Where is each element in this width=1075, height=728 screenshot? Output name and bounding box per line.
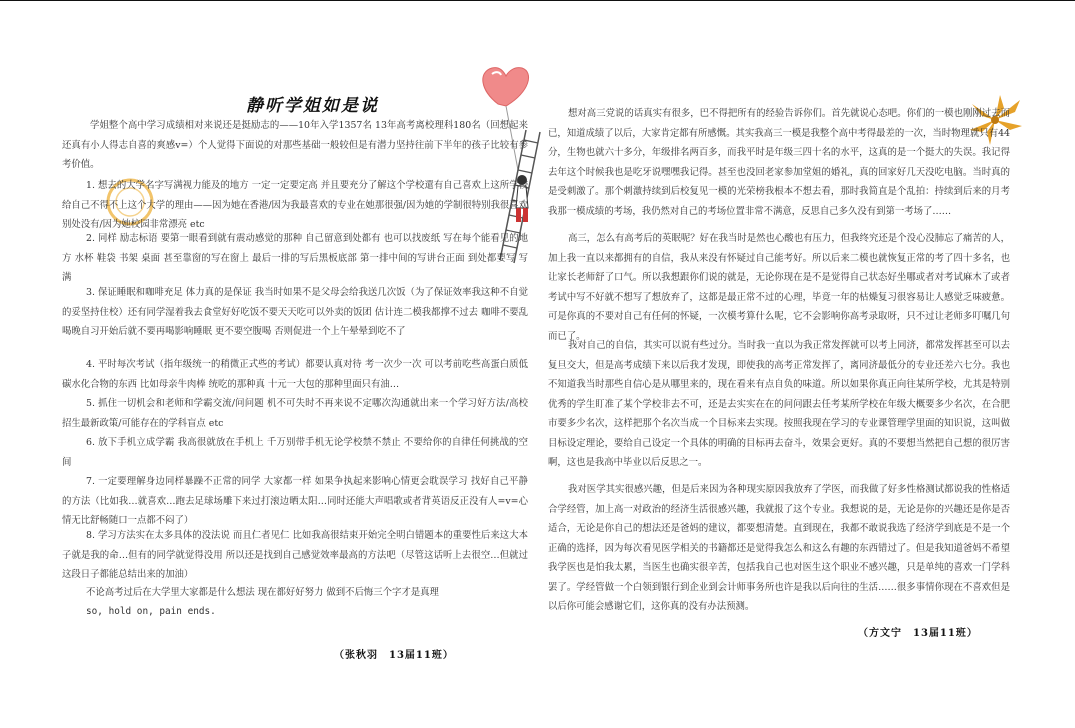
- left-intro-paragraph: 学姐整个高中学习成绩相对来说还是挺励志的——10年入学1357名 13年高考离校理科180名（回想起来还真有小人得志自喜的爽感v=）个人觉得下面说的对那些基础一般较但是有潜力坚持往前下半年的孩子比较有参考价值。: [62, 120, 528, 170]
- left-motto: so, hold on, pain ends.: [86, 606, 216, 617]
- left-item-4: 4. 平时每次考试（指年级统一的稍微正式些的考试）都要认真对待 考一次少一次 可以考前吃些高蛋白质低碳水化合物的东西 比如母亲牛肉棒 统吃的那种真 十元一大包的那种里面只有油…: [62, 359, 528, 390]
- right-paragraph-1: 想对高三党说的话真实有很多，巴不得把所有的经验告诉你们。首先就说心态吧。你们的一模也刚刚过去而已，知道成绩了以后，大家肯定都有所感慨。其实我高三一模是我整个高中考得最差的一次，当时物理就只有44分，生物也就六十多分，年级排名两百多，而我平时是年级三四十名的水平，这真的是一个挺大的失误。我记得去年这个时候我也是吃牙说嘿嘿我记得。甚至也没回老家参加堂姐的婚礼，真的回家好几天没吃电脑。当时真的是受刺激了。那个刺激持续到后校复见一模的光荣榜我根本不想去看，那时我简直是个乱拍：持续到后来的月考我那一模成绩的考场，我仍然对自己的考场位置非常不满意，反思自己多久没有到第一考场了……: [548, 108, 1010, 217]
- left-item-2: 2. 同样 励志标语 要第一眼看到就有震动感觉的那种 自己留意到处都有 也可以找废纸 写在每个能看见的地方 水杯 鞋袋 书架 桌面 甚至靠窗的写在窗上 最后一排的写后黑板底部 第一排中间的写讲台正面 到处都要写 写满: [62, 233, 528, 283]
- left-signature: （张秋羽 13届11班）: [334, 650, 454, 661]
- page-title: 静听学姐如是说: [246, 96, 379, 116]
- right-paragraph-2: 高三，怎么有高考后的英眠呢？好在我当时是然也心酸也有压力，但我终究还是个没心没肺忘了痛苦的人，加上我一直以来都拥有的自信，我从来没有怀疑过自己能考好。所以后来二模也就恢复正常的考了四十多名，也让家长老师舒了口气。所以我想跟你们说的就是，无论你现在是不是觉得自己状态好坐哪或者对考试麻木了或者考试中写不好就不想写了想放弃了，这都是最正常不过的心理，毕竟一年的枯燥复习很容易让人感觉乏味疲惫。可是你真的不要对自己有任何的怀疑，一次模考算什么呢，它不会影响你高考录取呀，只不过让老师多叮嘱几句而已了。: [548, 233, 1010, 342]
- right-paragraph-3: 我对自己的自信，其实可以说有些过分。当时我一直以为我正常发挥就可以考上同济，都常发挥甚至可以去复旦交大，但是高考成绩下来以后我才发现，即使我的高考正常发挥了，离同济最低分的专业还差六七分。我也不知道我当时那些自信心是从哪里来的，现在看来有点自负的味道。所以如果你真正向往某所学校，尤其是特别优秀的学生盯准了某个学校非去不可，还是去实实在在的问问跟去任考某所学校在年级大概要多少名次，在合肥市要多少名次，这样把那个名次当成一个目标来去实现。按照我现在学习的专业课管理学里面的知识说，这叫做目标设定理论，要给自己设定一个具体的明确的目标再去奋斗，效果会更好。真的不要想当然把自己想的很厉害啊，这也是我高中毕业以后反思之一。: [548, 340, 1010, 468]
- left-item-8: 8. 学习方法实在太多具体的没法说 而且仁者见仁 比如我高很结束开始完全明白错题本的重要性后来这大本子就是我的命…但有的同学就觉得没用 所以还是找到自己感觉效率最高的方法吧（尽管这话听上去很空…但就过这段日子都能总结出来的加油）: [62, 530, 528, 580]
- left-item-3: 3. 保证睡眠和咖啡充足 体力真的是保证 我当时如果不是父母会给我送几次饭（为了保证效率我这种不自觉的妥坚持住校）还有同学湿着我去食堂好好吃饭不要天天吃可以外卖的饭团 估计连二模我都撑不过去 咖啡不要乱喝晚自习开始后就不要再喝影响睡眠 更不要空腹喝 否则促进一个上午晕晕到吃不了: [62, 287, 528, 337]
- left-item-6: 6. 放下手机立成学霸 我高很就放在手机上 千万别带手机无论学校禁不禁止 不要给你的自律任何挑战的空间: [62, 437, 528, 468]
- right-paragraph-4: 我对医学其实很感兴趣，但是后来因为各种现实原因我放弃了学医，而我做了好多性格测试都说我的性格适合学经管，加上高一对政治的经济生活很感兴趣，我就报了这个专业。我想说的是，无论是你的兴趣还是你是否适合，无论是你自己的想法还是爸妈的建议，都要想清楚。直到现在，我都不敢说我选了经济学到底是不是一个正确的选择，因为每次看见医学相关的书籍都还是觉得我怎么和这么有趣的东西错过了。但是我知道爸妈不希望我学医也是怕我太累，当医生也确实很辛苦，包括我自己也对医生这个职业不感兴趣，只是单纯的喜欢一门学科罢了。学经管做一个白领到银行到企业到会计师事务所也许是我以后向往的生活……很多事情你现在不喜欢但是以后你可能会感谢它们，这你真的没有办法预测。: [548, 484, 1010, 612]
- top-border-line: [0, 0, 1075, 1]
- right-signature: （方文宁 13届11班）: [858, 628, 978, 639]
- left-item-1: 1. 想去的大学名字写满视力能及的地方 一定一定要定高 并且要充分了解这个学校還有自己喜欢上这所学校给自己不得不上这个大学的理由——因为她在香港/因为我最喜欢的专业在她那很强/因为她的学制很特别我很喜欢别处没有/因为她校园非常漂亮 etc: [62, 180, 528, 230]
- left-outro: 不论高考过后在大学里大家都是什么想法 现在都好好努力 做到不后悔三个字才是真理: [86, 587, 439, 598]
- left-item-5: 5. 抓住一切机会和老师和学霸交流/问问题 机不可失时不再来说不定哪次沟通就出来一个学习好方法/高校招生最新政策/可能存在的学科盲点 etc: [62, 398, 528, 429]
- left-item-7: 7. 一定要理解身边同样暴躁不正常的同学 大家都一样 如果争执起来影响心情更会耽误学习 找好自己平静的方法（比如我…就喜欢…跑去足球场雕下来过打滚边晒太阳…同时还能大声唱歌或者背英语反正没有人=v=心情无比舒畅随口一点都不闷了）: [62, 476, 528, 526]
